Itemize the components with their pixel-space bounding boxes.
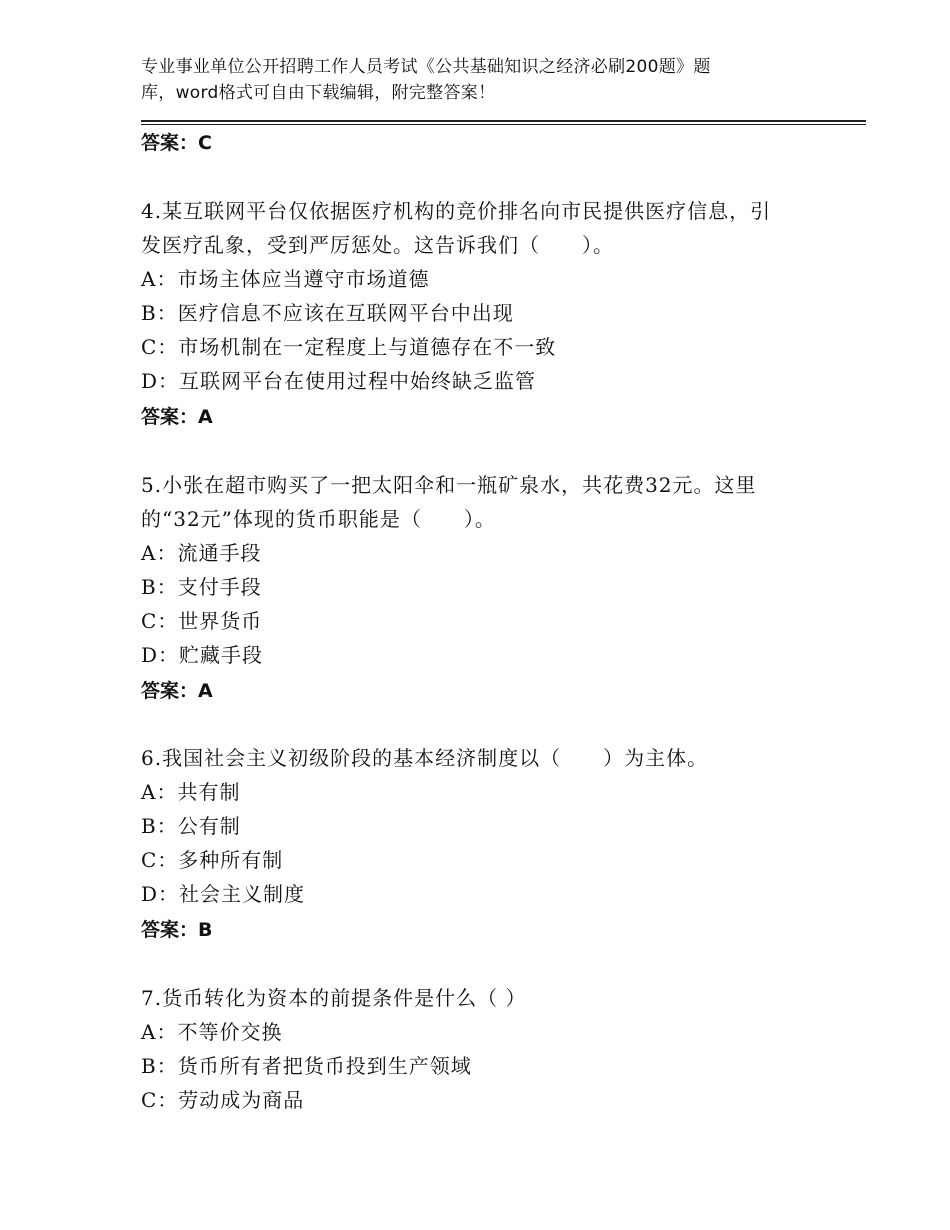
question-5-option-d: D：贮藏手段 — [141, 643, 264, 667]
question-4-option-a: A：市场主体应当遵守市场道德 — [141, 267, 430, 291]
question-7-option-c: C：劳动成为商品 — [141, 1088, 305, 1112]
question-4-option-c: C：市场机制在一定程度上与道德存在不一致 — [141, 335, 557, 359]
question-4-stem-line-1: 4.某互联网平台仅依据医疗机构的竞价排名向市民提供医疗信息，引 — [141, 199, 772, 223]
question-4-option-b: B：医疗信息不应该在互联网平台中出现 — [141, 301, 514, 325]
question-5-answer: 答案：A — [141, 680, 213, 702]
question-5-stem-line-1: 5.小张在超市购买了一把太阳伞和一瓶矿泉水，共花费32元。这里 — [141, 473, 757, 497]
question-5-option-a: A：流通手段 — [141, 541, 262, 565]
question-7-stem-line-1: 7.货币转化为资本的前提条件是什么（ ） — [141, 986, 527, 1010]
header-line-2: 库，word格式可自由下载编辑，附完整答案！ — [141, 83, 496, 103]
question-5-option-c: C：世界货币 — [141, 609, 263, 633]
question-5-option-b: B：支付手段 — [141, 575, 262, 599]
question-7-option-b: B：货币所有者把货币投到生产领域 — [141, 1054, 472, 1078]
question-4-option-d: D：互联网平台在使用过程中始终缺乏监管 — [141, 369, 537, 393]
question-4-answer: 答案：A — [141, 406, 213, 428]
question-7-option-a: A：不等价交换 — [141, 1020, 283, 1044]
question-6-option-b: B：公有制 — [141, 814, 241, 838]
question-6-stem-line-1: 6.我国社会主义初级阶段的基本经济制度以（ ）为主体。 — [141, 746, 709, 770]
document-header — [141, 54, 781, 106]
header-line-1: 专业事业单位公开招聘工作人员考试《公共基础知识之经济必刷200题》题 — [141, 57, 711, 77]
answer-prev: 答案：C — [141, 132, 212, 154]
header-rule-thick — [141, 120, 866, 122]
question-4-stem-line-2: 发医疗乱象，受到严厉惩处。这告诉我们（ ）。 — [141, 233, 614, 257]
question-6-option-c: C：多种所有制 — [141, 848, 284, 872]
question-6-answer: 答案：B — [141, 919, 213, 941]
question-6-option-a: A：共有制 — [141, 780, 241, 804]
question-5-stem-line-2: 的“32元”体现的货币职能是（ ）。 — [141, 507, 496, 531]
header-rule-thin — [141, 124, 866, 125]
question-6-option-d: D：社会主义制度 — [141, 882, 306, 906]
